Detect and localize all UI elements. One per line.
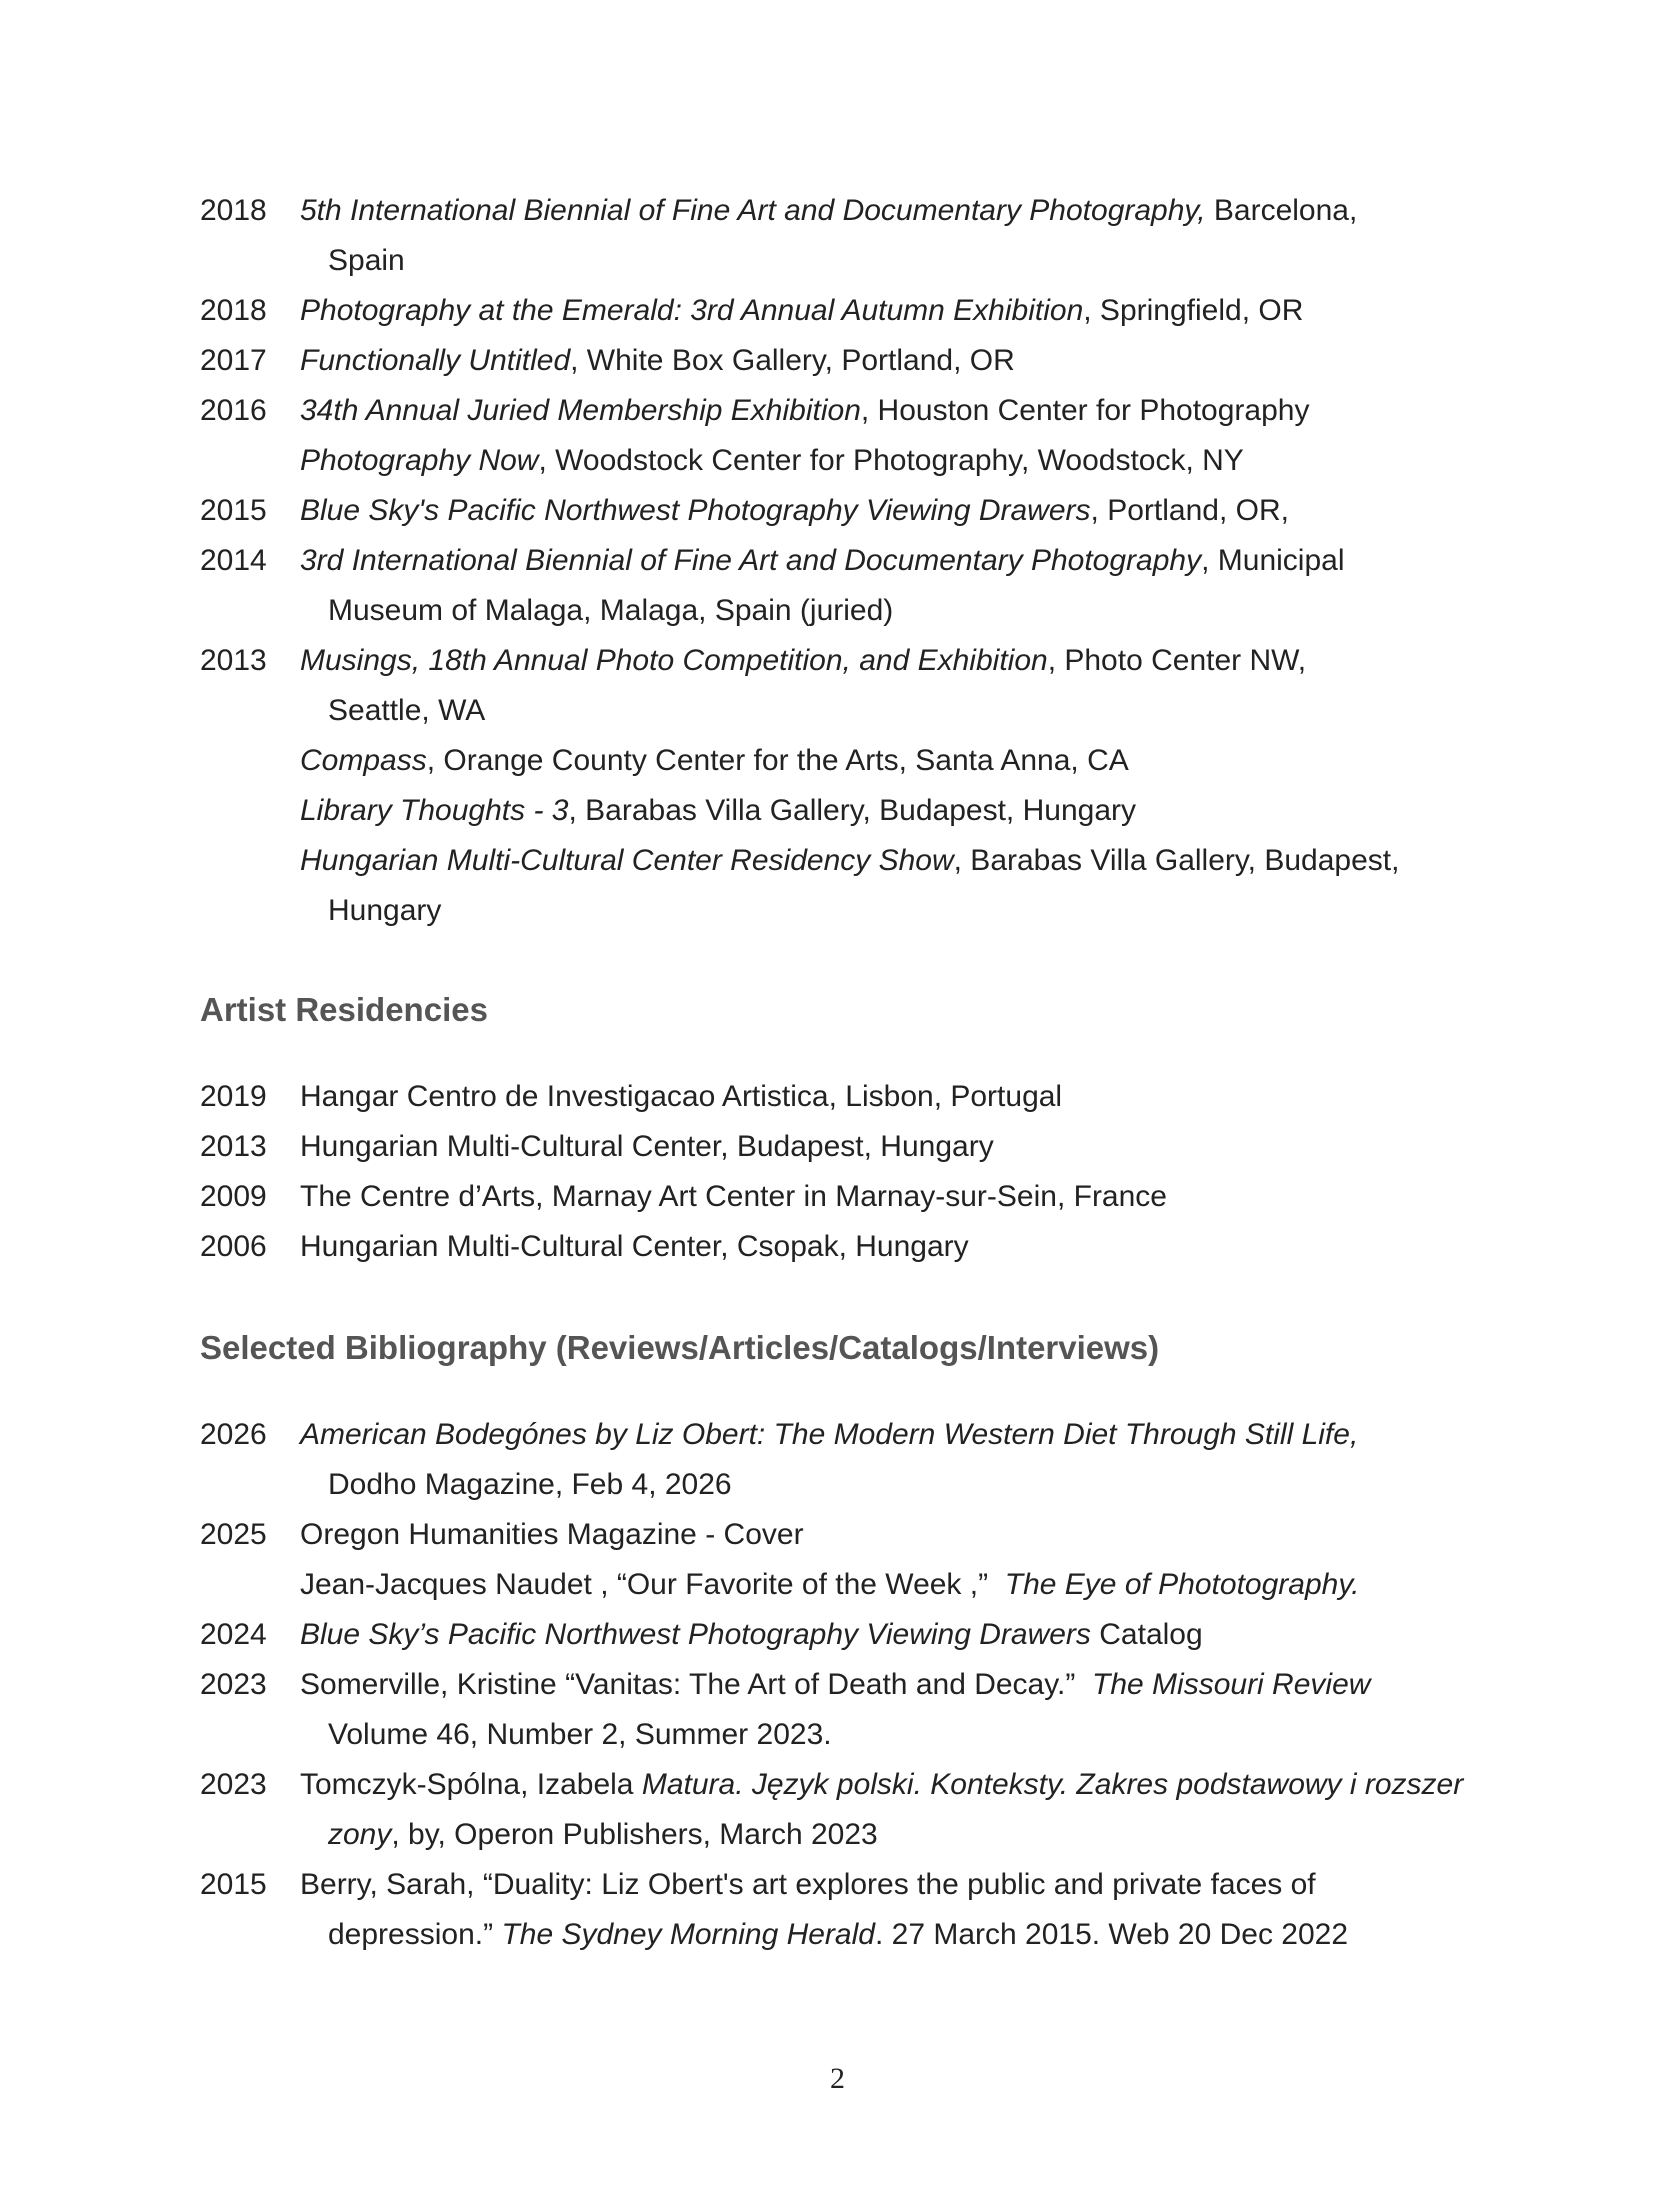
entry-year: 2018	[200, 294, 267, 327]
entry-year: 2009	[200, 1180, 267, 1213]
entry-text: Hungarian Multi-Cultural Center Residency Show, Barabas Villa Gallery, Budapest, Hungary	[300, 844, 1400, 927]
entry-text: 3rd International Biennial of Fine Art and Documentary Photography, Municipal Museum of Malaga, Malaga, Spain (juried)	[300, 544, 1345, 627]
list-item	[200, 1560, 1500, 1610]
entry-text: Tomczyk-Spólna, Izabela Matura. Język polski. Konteksty. Zakres podstawowy i rozszer zony, by, Operon Publishers, March 2023	[300, 1768, 1464, 1851]
list-item	[200, 1410, 1500, 1510]
entry-year: 2006	[200, 1230, 267, 1263]
list-item	[200, 186, 1500, 286]
entry-year: 2013	[200, 1130, 267, 1163]
entry-year	[200, 736, 300, 786]
entry-year: 2018	[200, 194, 267, 227]
list-item	[200, 1172, 1500, 1222]
list-item	[200, 786, 1500, 836]
exhibitions-list	[200, 186, 1500, 936]
list-item	[200, 536, 1500, 636]
list-item	[200, 1122, 1500, 1172]
list-item	[200, 1860, 1500, 1960]
list-item	[200, 436, 1500, 486]
list-item	[200, 1610, 1500, 1660]
entry-text: Hungarian Multi-Cultural Center, Csopak, Hungary	[300, 1230, 969, 1263]
entry-text: Photography at the Emerald: 3rd Annual Autumn Exhibition, Springfield, OR	[300, 294, 1304, 327]
entry-text: American Bodegónes by Liz Obert: The Modern Western Diet Through Still Life, Dodho Magazine, Feb 4, 2026	[300, 1418, 1359, 1501]
list-item	[200, 636, 1500, 736]
entry-text: Photography Now, Woodstock Center for Photography, Woodstock, NY	[300, 444, 1244, 477]
list-item	[200, 736, 1500, 786]
section-heading-bibliography: Selected Bibliography (Reviews/Articles/Catalogs/Interviews)	[200, 1329, 1160, 1366]
entry-year: 2026	[200, 1418, 267, 1451]
entry-year: 2014	[200, 544, 267, 577]
entry-text: Compass, Orange County Center for the Arts, Santa Anna, CA	[300, 744, 1129, 777]
entry-text: Blue Sky’s Pacific Northwest Photography Viewing Drawers Catalog	[300, 1618, 1203, 1651]
entry-text: Jean-Jacques Naudet , “Our Favorite of the Week ,” The Eye of Phototography.	[300, 1568, 1360, 1601]
entry-year: 2017	[200, 344, 267, 377]
entry-year: 2023	[200, 1768, 267, 1801]
bibliography-list	[200, 1410, 1500, 1960]
entry-text: Library Thoughts - 3, Barabas Villa Gallery, Budapest, Hungary	[300, 794, 1136, 827]
entry-text: Berry, Sarah, “Duality: Liz Obert's art explores the public and private faces of depression.” The Sydney Morning Herald. 27 March 2015. Web 20 Dec 2022	[300, 1868, 1349, 1951]
page-number: 2	[830, 2062, 845, 2095]
entry-year: 2015	[200, 494, 267, 527]
entry-year: 2025	[200, 1518, 267, 1551]
entry-year: 2015	[200, 1868, 267, 1901]
entry-year: 2013	[200, 644, 267, 677]
entry-year	[200, 436, 300, 486]
section-heading-residencies: Artist Residencies	[200, 991, 488, 1028]
entry-year: 2016	[200, 394, 267, 427]
entry-year	[200, 786, 300, 836]
list-item	[200, 836, 1500, 936]
entry-year: 2019	[200, 1080, 267, 1113]
entry-text: Hangar Centro de Investigacao Artistica, Lisbon, Portugal	[300, 1080, 1063, 1113]
entry-year	[200, 1560, 300, 1610]
entry-text: Hungarian Multi-Cultural Center, Budapest, Hungary	[300, 1130, 994, 1163]
residencies-list	[200, 1072, 1500, 1272]
list-item	[200, 286, 1500, 336]
list-item	[200, 1072, 1500, 1122]
list-item	[200, 1660, 1500, 1760]
entry-year: 2024	[200, 1618, 267, 1651]
entry-text: Musings, 18th Annual Photo Competition, and Exhibition, Photo Center NW, Seattle, WA	[300, 644, 1307, 727]
entry-year	[200, 836, 300, 936]
entry-text: 5th International Biennial of Fine Art and Documentary Photography, Barcelona, Spain	[300, 194, 1358, 277]
list-item	[200, 1760, 1500, 1860]
entry-text: 34th Annual Juried Membership Exhibition, Houston Center for Photography	[300, 394, 1310, 427]
entry-text: Functionally Untitled, White Box Gallery, Portland, OR	[300, 344, 1015, 377]
list-item	[200, 1510, 1500, 1560]
list-item	[200, 386, 1500, 436]
list-item	[200, 336, 1500, 386]
entry-text: The Centre d’Arts, Marnay Art Center in Marnay-sur-Sein, France	[300, 1180, 1167, 1213]
entry-year: 2023	[200, 1668, 267, 1701]
entry-text: Somerville, Kristine “Vanitas: The Art of Death and Decay.” The Missouri Review Volume 46, Number 2, Summer 2023.	[300, 1668, 1371, 1751]
entry-text: Oregon Humanities Magazine - Cover	[300, 1518, 804, 1551]
entry-text: Blue Sky's Pacific Northwest Photography Viewing Drawers, Portland, OR,	[300, 494, 1289, 527]
list-item	[200, 1222, 1500, 1272]
document-body	[200, 186, 1500, 1960]
list-item	[200, 486, 1500, 536]
